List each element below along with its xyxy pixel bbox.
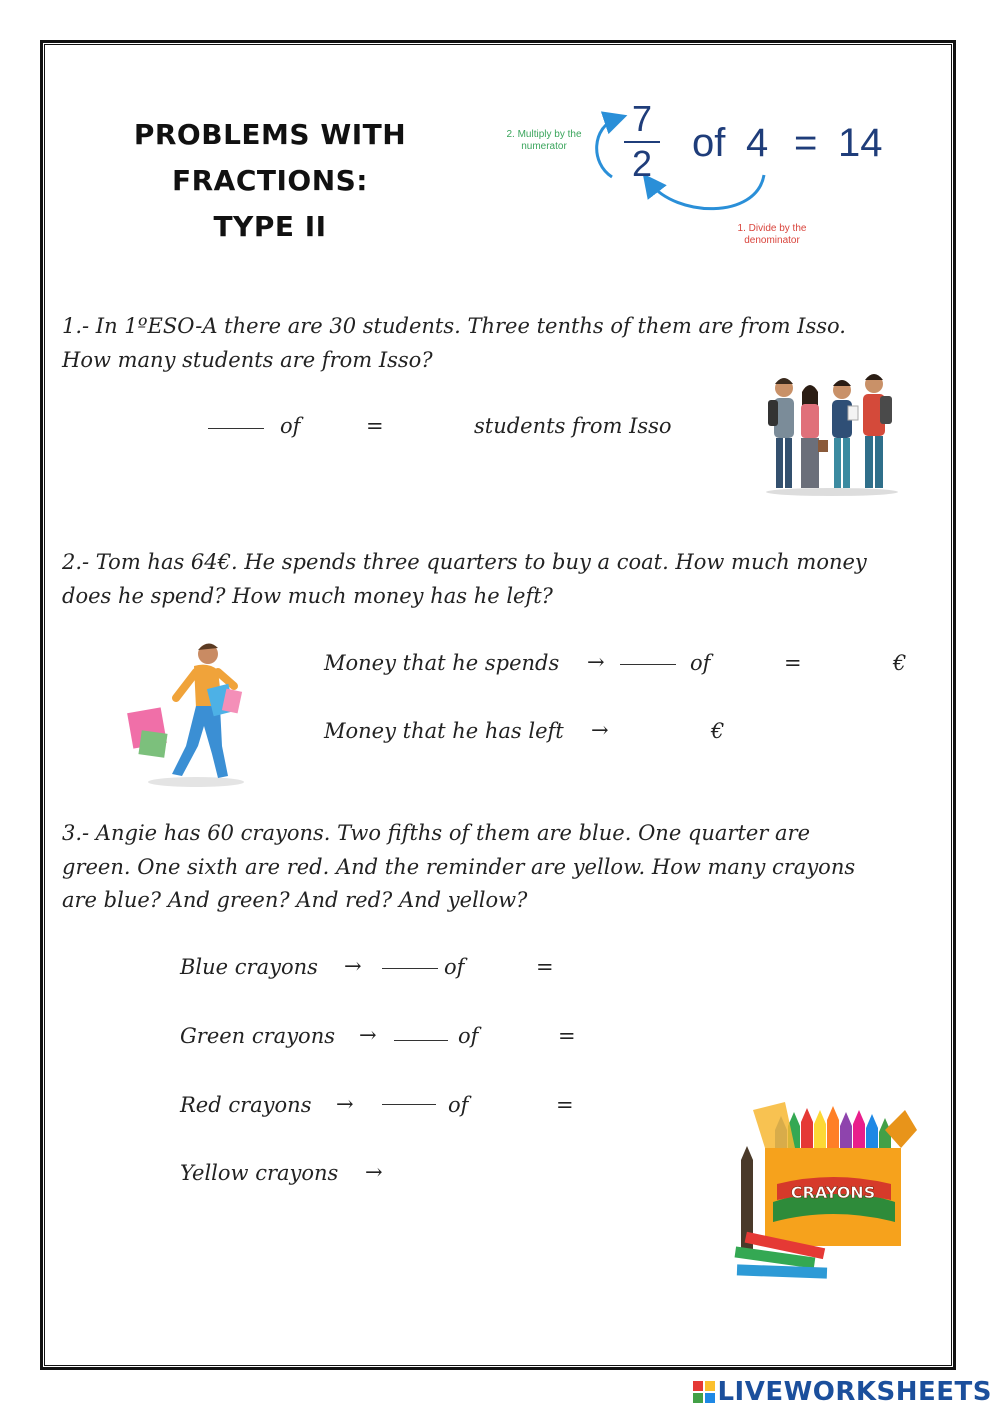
red-crayons-label: Red crayons — [180, 1093, 312, 1117]
crayon-box-label: CRAYONS — [790, 1183, 876, 1202]
example-whole: 4 — [746, 121, 769, 165]
worksheet-title — [70, 112, 470, 250]
arrow-icon: → — [344, 954, 362, 978]
problem3-text-line2: green. One sixth are red. And the reminder are yellow. How many crayons — [62, 855, 856, 879]
problem1-unit: students from Isso — [474, 414, 672, 438]
arrow-icon: → — [591, 718, 609, 742]
problem2-currency-2: € — [711, 719, 725, 743]
blue-equals: = — [536, 955, 554, 979]
brand-text: LIVEWORKSHEETS — [717, 1377, 992, 1407]
problem1-fraction-line[interactable] — [208, 428, 264, 429]
money-left-label: Money that he has left — [324, 719, 564, 743]
red-fraction-line[interactable] — [382, 1104, 436, 1105]
fraction-example — [498, 95, 898, 255]
green-crayons-label: Green crayons — [180, 1024, 335, 1048]
example-result: 14 — [838, 121, 883, 165]
arrow-icon: → — [336, 1092, 354, 1116]
arrow-icon: → — [587, 650, 605, 674]
green-equals: = — [558, 1024, 576, 1048]
problem2-equals: = — [784, 651, 802, 675]
yellow-crayons-label: Yellow crayons — [180, 1161, 339, 1185]
green-of: of — [458, 1024, 479, 1048]
liveworksheets-brand[interactable] — [693, 1377, 992, 1407]
arrow-icon: → — [365, 1160, 383, 1184]
problem2-fraction-line[interactable] — [620, 664, 676, 665]
money-spends-label: Money that he spends — [324, 651, 560, 675]
problem2-currency-1: € — [893, 651, 907, 675]
shopper-icon — [116, 636, 256, 796]
step2-note: 2. Multiply by the numerator — [506, 129, 582, 152]
problem2-text-line1: 2.- Tom has 64€. He spends three quarters to buy a coat. How much money — [62, 550, 867, 574]
problem1-of: of — [280, 414, 301, 438]
title-line-1: PROBLEMS WITH — [133, 118, 407, 151]
example-of: of — [692, 121, 726, 165]
arrow-icon: → — [359, 1023, 377, 1047]
multiply-arrow — [597, 119, 616, 177]
problem1-text-line2: How many students are from Isso? — [62, 348, 433, 372]
blue-crayons-label: Blue crayons — [180, 955, 318, 979]
title-line-2: FRACTIONS: — [171, 164, 369, 197]
problem3-text-line3: are blue? And green? And red? And yellow? — [62, 888, 528, 912]
example-denominator: 2 — [631, 143, 653, 184]
blue-of: of — [444, 955, 465, 979]
red-of: of — [448, 1093, 469, 1117]
green-fraction-line[interactable] — [394, 1040, 448, 1041]
title-line-3: TYPE II — [213, 210, 327, 243]
step1-note: 1. Divide by the denominator — [737, 223, 807, 246]
problem2-text-line2: does he spend? How much money has he left? — [62, 584, 553, 608]
problem2-of: of — [690, 651, 711, 675]
liveworksheets-logo-icon — [693, 1381, 715, 1403]
problem1-text-line1: 1.- In 1ºESO-A there are 30 students. Three tenths of them are from Isso. — [62, 314, 846, 338]
example-numerator: 7 — [631, 98, 653, 139]
example-arrows — [586, 105, 769, 225]
crayon-box-icon — [725, 1090, 925, 1290]
students-group-icon — [762, 370, 902, 498]
blue-fraction-line[interactable] — [382, 968, 438, 969]
problem1-equals: = — [366, 414, 384, 438]
red-equals: = — [556, 1093, 574, 1117]
problem3-text-line1: 3.- Angie has 60 crayons. Two fifths of them are blue. One quarter are — [62, 821, 811, 845]
divide-arrow — [650, 175, 764, 209]
example-equals: = — [794, 121, 818, 165]
